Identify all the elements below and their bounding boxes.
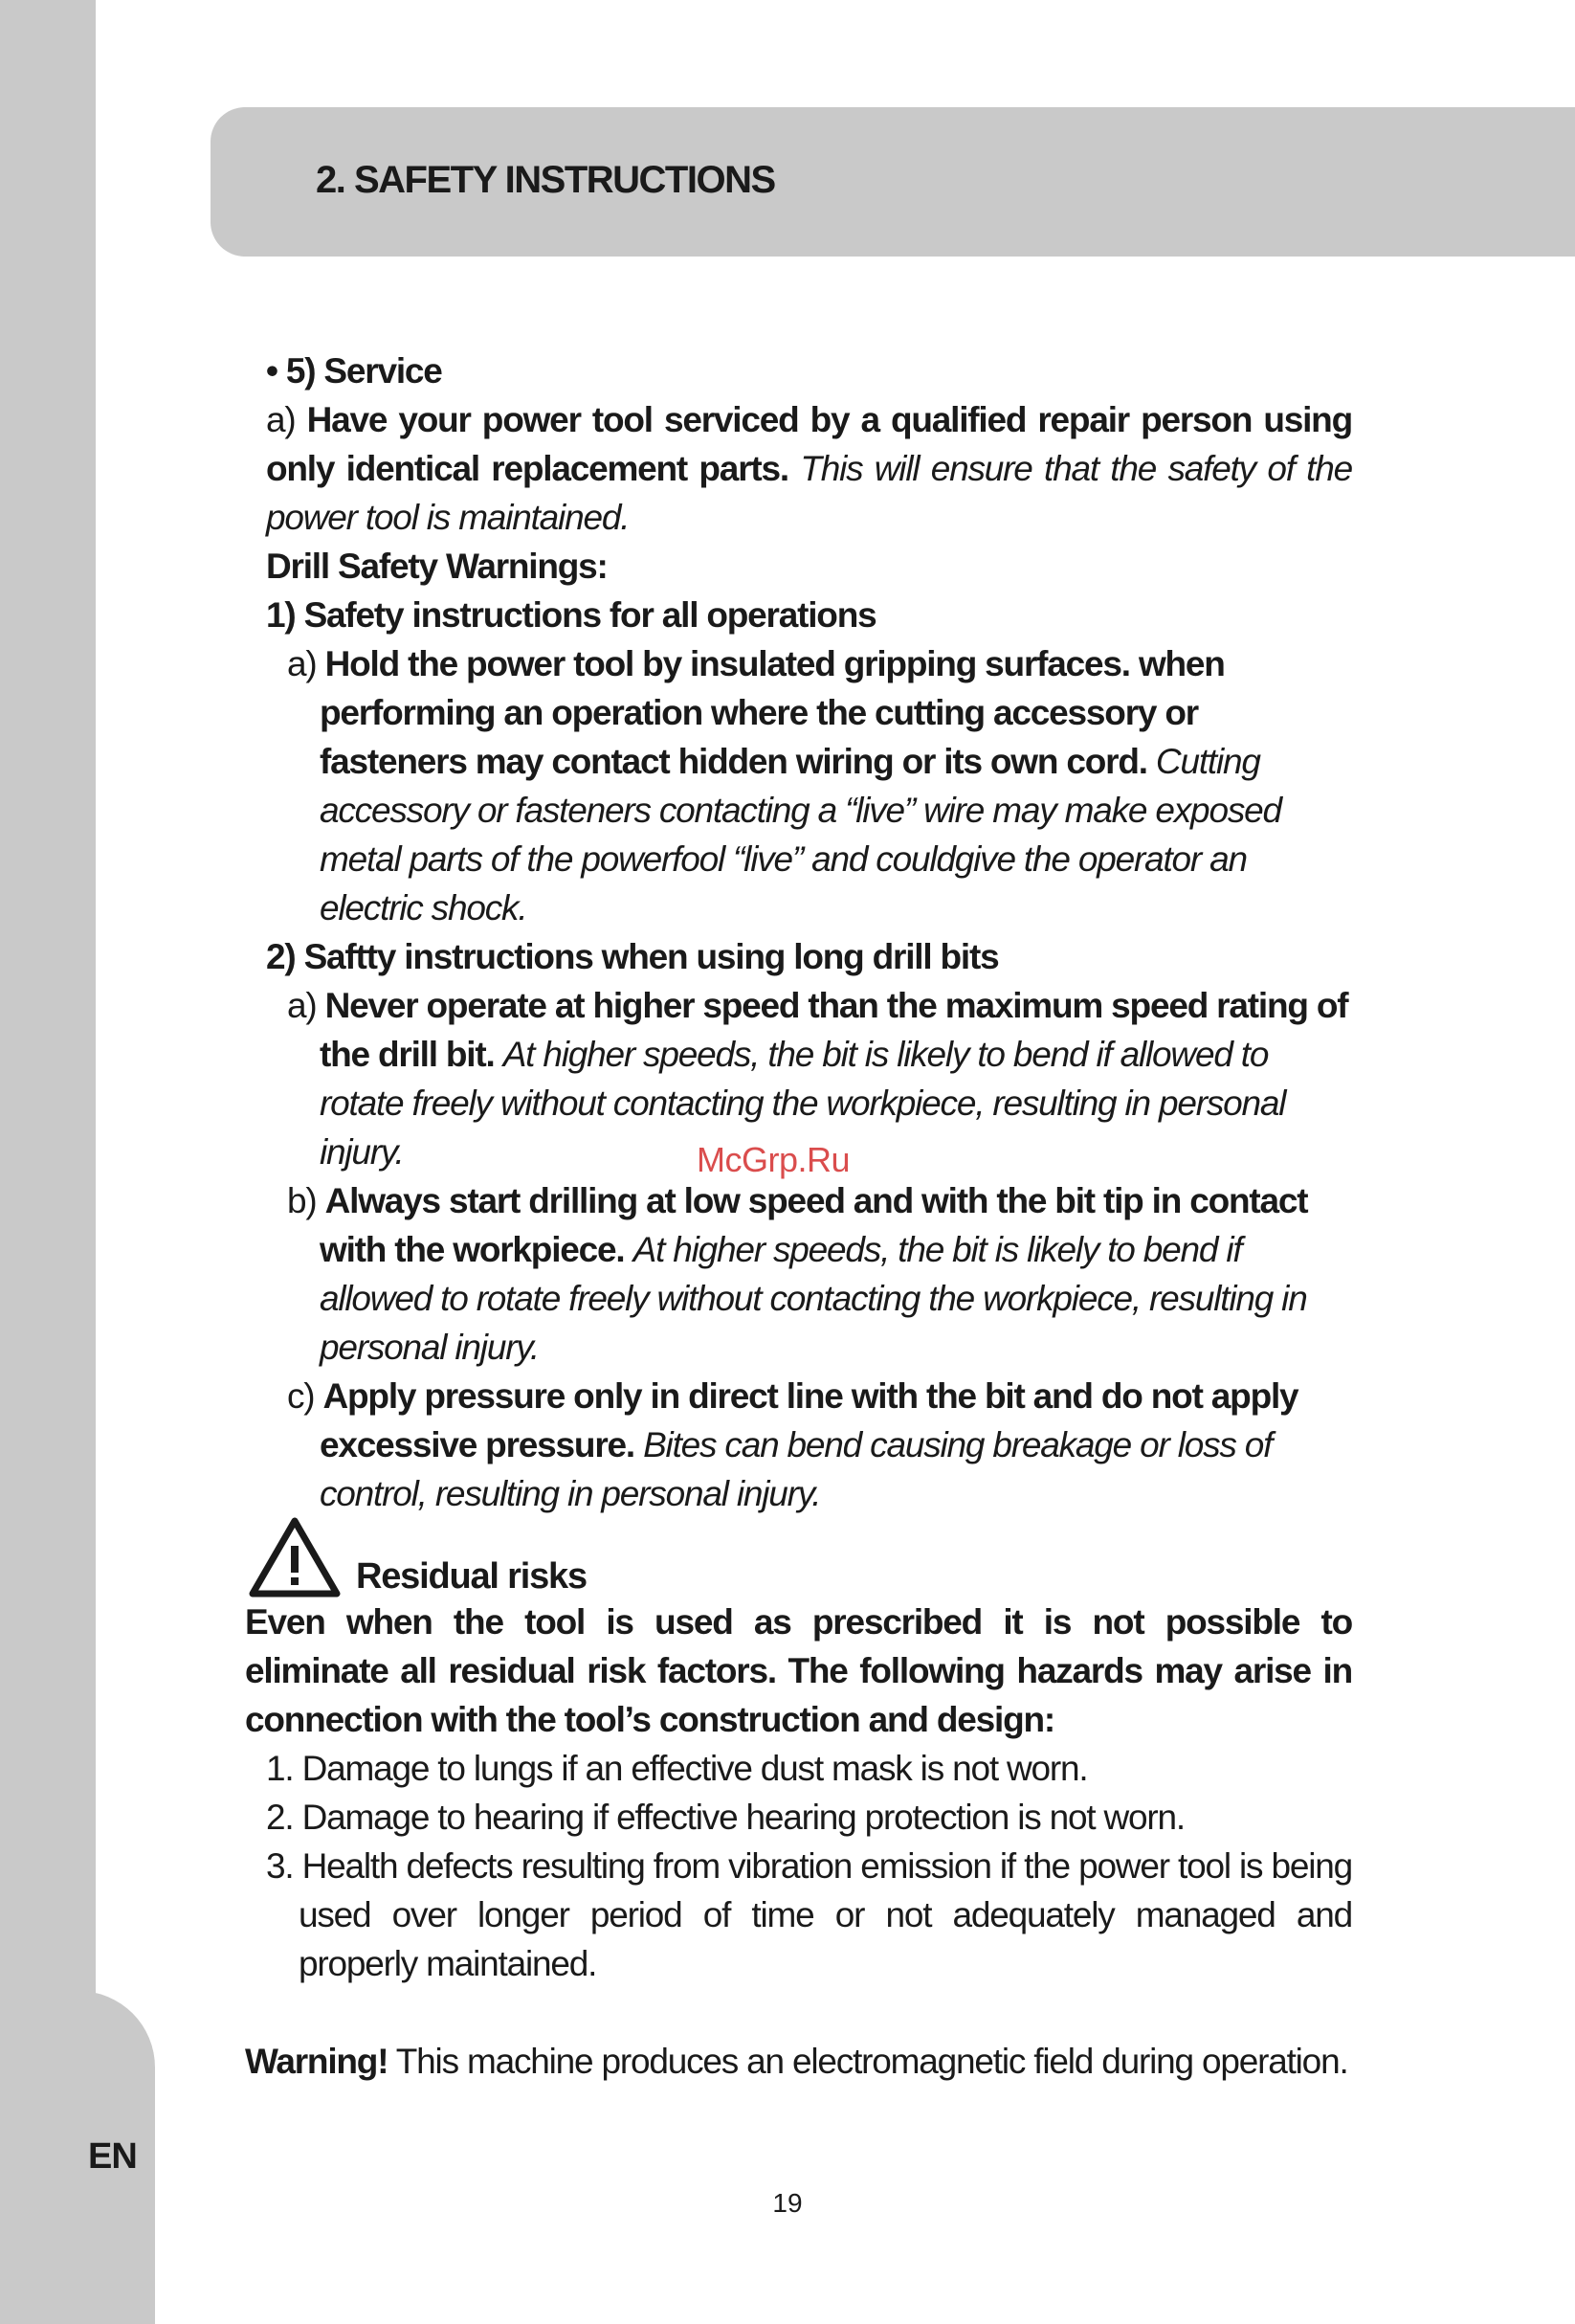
item-bold-text: Always start drilling at low speed and with the bit tip in contact with the workpiece. (320, 1181, 1308, 1269)
item-italic-text: At higher speeds, the bit is likely to bend if allowed to rotate freely without contacting the workpiece, resulting in personal injury. (320, 1035, 1286, 1172)
residual-intro: Even when the tool is used as prescribed it is not possible to eliminate all residual risk factors. The following hazards may arise in connection with the tool’s construction and design: (245, 1602, 1352, 1739)
safety-content (266, 346, 1352, 1518)
item-text: Health defects resulting from vibration emission if the power tool is being used over longer period of time or not adequately managed and properly maintained. (299, 1846, 1352, 1983)
section1-item-a (266, 639, 1352, 932)
item-number: 2. (266, 1798, 294, 1837)
side-strip (0, 0, 96, 2324)
item-label: c) (287, 1376, 315, 1416)
section2-heading: 2) Saftty instructions when using long drill bits (266, 937, 999, 976)
list-item (245, 1842, 1352, 1988)
drill-heading: Drill Safety Warnings: (266, 547, 608, 586)
item-number: 3. (266, 1846, 294, 1886)
emf-warning (245, 2037, 1352, 2086)
section2-item-c (266, 1372, 1352, 1518)
language-code: EN (88, 2136, 137, 2177)
residual-risks-section (245, 1517, 1352, 2086)
list-item (245, 1744, 1352, 1793)
warning-triangle-icon (249, 1517, 341, 1598)
warning-text: This machine produces an electromagnetic field during operation. (395, 2042, 1348, 2081)
service-heading: • 5) Service (266, 351, 442, 391)
item-bold-text: Have your power tool serviced by a qualified repair person using only identical replacement parts. (266, 400, 1352, 488)
hazard-list (245, 1744, 1352, 1988)
section1-heading: 1) Safety instructions for all operations (266, 595, 876, 635)
item-italic-text: This will ensure that the safety of the power tool is maintained. (266, 449, 1352, 537)
item-number: 1. (266, 1749, 294, 1788)
item-bold-text: Hold the power tool by insulated gripping surfaces. when performing an operation where the cutting accessory or fasteners may contact hidden wiring or its own cord. (320, 644, 1225, 781)
service-item-a (266, 395, 1352, 542)
list-item (245, 1793, 1352, 1842)
item-label: a) (287, 986, 317, 1025)
watermark-text: McGrp.Ru (697, 1140, 851, 1179)
item-bold-text: Never operate at higher speed than the maximum speed rating of the drill bit. (320, 986, 1348, 1074)
item-text: Damage to hearing if effective hearing protection is not worn. (301, 1798, 1185, 1837)
item-italic-text: At higher speeds, the bit is likely to bend if allowed to rotate freely without contacting the workpiece, resulting in personal injury. (320, 1230, 1307, 1367)
item-label: a) (287, 644, 317, 683)
page-number: 19 (772, 2188, 803, 2218)
section-title: 2. SAFETY INSTRUCTIONS (316, 159, 775, 201)
item-label: a) (266, 400, 296, 439)
residual-title: Residual risks (356, 1556, 587, 1597)
item-bold-text: Apply pressure only in direct line with the bit and do not apply excessive pressure. (320, 1376, 1298, 1464)
item-text: Damage to lungs if an effective dust mask is not worn. (301, 1749, 1088, 1788)
section2-item-b (266, 1176, 1352, 1372)
warning-label: Warning! (245, 2042, 388, 2081)
residual-title-row (245, 1517, 1352, 1598)
item-label: b) (287, 1181, 317, 1220)
item-italic-text: Cutting accessory or fasteners contacting a “live” wire may make exposed metal parts of the powerfool “live” and couldgive the operator an electric shock. (320, 742, 1281, 927)
item-italic-text: Bites can bend causing breakage or loss of control, resulting in personal injury. (320, 1425, 1273, 1513)
